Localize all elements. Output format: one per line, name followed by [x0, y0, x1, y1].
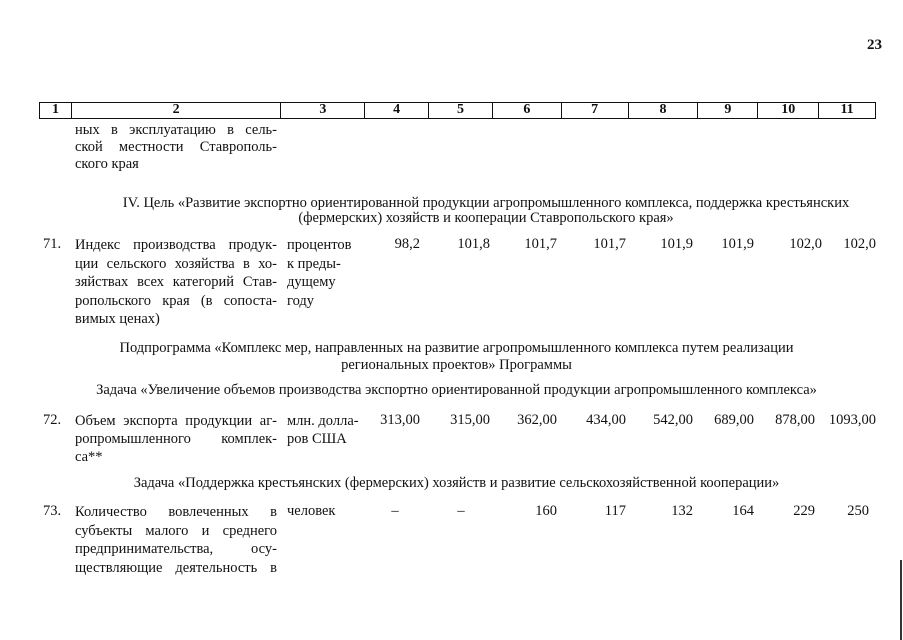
value-cell: 101,8	[457, 236, 490, 252]
value-cell: 101,7	[593, 236, 626, 252]
value-cell: 164	[732, 503, 754, 519]
value-cell: 102,0	[843, 236, 876, 252]
scan-edge	[900, 560, 902, 640]
row-description	[75, 412, 277, 466]
value-cell: 250	[847, 503, 869, 519]
column-number: 7	[562, 103, 629, 118]
subprogram-heading-line-2: региональных проектов» Программы	[341, 357, 572, 373]
subprogram-heading-line-1: Подпрограмма «Комплекс мер, направленных на развитие агропромышленного комплекса путем реализации	[119, 340, 794, 356]
row-unit	[287, 236, 367, 310]
description-line: ции сельского хозяйства в хо-	[75, 255, 277, 272]
value-cell: 878,00	[775, 412, 815, 428]
column-number: 10	[758, 103, 819, 118]
continued-row-description	[75, 122, 277, 173]
description-line: ных в эксплуатацию в сель-	[75, 122, 277, 138]
row-number: 71.	[43, 236, 62, 252]
value-cell: 101,9	[721, 236, 754, 252]
column-number-header	[39, 102, 876, 119]
value-cell: 160	[535, 503, 557, 519]
description-line: Индекс производства продук-	[75, 237, 277, 253]
value-cell: 132	[671, 503, 693, 519]
unit-line: дущему	[287, 274, 336, 290]
column-number: 6	[493, 103, 562, 118]
unit-line: к преды-	[287, 255, 341, 272]
page-number: 23	[867, 37, 882, 53]
unit-line: процентов	[287, 237, 352, 253]
description-line: Объем экспорта продукции аг-	[75, 413, 277, 429]
row-number: 73.	[43, 503, 62, 519]
value-cell: –	[391, 503, 399, 519]
value-cell: 101,9	[660, 236, 693, 252]
column-number: 11	[840, 102, 854, 117]
row-description	[75, 503, 277, 577]
goal-heading-line-2: (фермерских) хозяйств и кооперации Ставропольского края»	[298, 210, 674, 226]
column-number: 2	[72, 103, 282, 118]
unit-line: человек	[287, 503, 336, 519]
value-cell: 117	[604, 503, 626, 519]
unit-line: ров США	[287, 431, 347, 447]
row-description	[75, 236, 277, 329]
description-line: ропромышленного комплек-	[75, 431, 277, 447]
row-number: 72.	[43, 412, 62, 428]
description-line: вимых ценах)	[75, 311, 160, 327]
value-cell: 315,00	[450, 412, 490, 428]
value-cell: 229	[793, 503, 815, 519]
value-cell: 313,00	[380, 412, 420, 428]
column-number: 3	[281, 103, 365, 118]
column-number: 1	[40, 103, 72, 118]
value-cell: 689,00	[714, 412, 754, 428]
description-line: Количество вовлеченных в	[75, 504, 277, 520]
value-cell: 1093,00	[828, 412, 876, 428]
task-heading: Задача «Увеличение объемов производства экспортно ориентированной продукции агропромышленного комплекса»	[96, 382, 817, 398]
value-cell: 101,7	[524, 236, 557, 252]
description-line: ществляющие деятельность в	[75, 559, 277, 576]
description-line: субъекты малого и среднего	[75, 522, 277, 539]
column-number: 4	[365, 103, 429, 118]
column-number: 8	[629, 103, 699, 118]
value-cell: 98,2	[394, 236, 420, 252]
value-cell: 542,00	[653, 412, 693, 428]
description-line: са**	[75, 449, 103, 465]
description-line: ского края	[75, 156, 139, 172]
value-cell: –	[457, 503, 465, 519]
row-unit	[287, 503, 367, 520]
column-number: 9	[698, 103, 758, 118]
value-cell: 102,0	[789, 236, 822, 252]
row-unit	[287, 412, 367, 448]
description-line: ской местности Ставрополь-	[75, 139, 277, 155]
unit-line: млн. долла-	[287, 413, 359, 429]
description-line: ропольского края (в сопоста-	[75, 292, 277, 309]
unit-line: году	[287, 292, 315, 309]
description-line: зяйствах всех категорий Став-	[75, 274, 277, 290]
description-line: предпринимательства, осу-	[75, 541, 277, 557]
task-heading: Задача «Поддержка крестьянских (фермерских) хозяйств и развитие сельскохозяйственной кооперации»	[133, 475, 780, 491]
goal-heading-line-1: IV. Цель «Развитие экспортно ориентированной продукции агропромышленного комплекса, поддержка крестьянских	[122, 195, 850, 211]
value-cell: 362,00	[517, 412, 557, 428]
column-number: 5	[429, 103, 493, 118]
value-cell: 434,00	[586, 412, 626, 428]
